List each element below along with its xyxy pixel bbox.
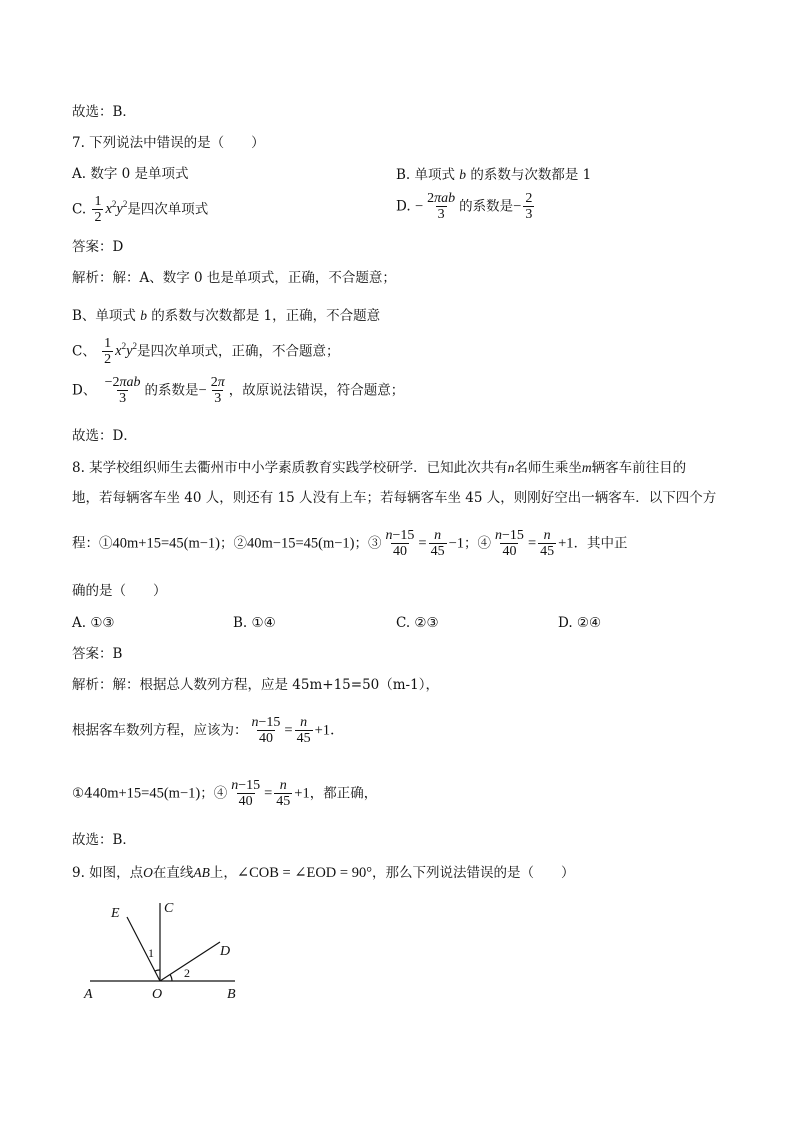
q7-analysis-a: 解析：解：A、数字 0 也是单项式，正确，不合题意； xyxy=(72,270,396,286)
q8-option-b: B. ①④ xyxy=(233,615,276,631)
q9-stem: 9. 如图，点O在直线AB上，∠COB = ∠EOD = 90°，那么下列说法错误的是（ ） xyxy=(72,865,575,881)
q7-analysis-c: C、 $\frac{1}{2}$ $x^2y^2$是四次单项式，正确，不合题意； xyxy=(72,336,340,368)
q8-stem-line2: 地，若每辆客车坐 40 人，则还有 15 人没有上车；若每辆客车坐 45 人，则刚好空出一辆客车．以下四个方 xyxy=(72,490,717,506)
q8-option-d: D. ②④ xyxy=(558,615,602,631)
q7-option-d: D. − $\frac{\text{2πab}}{3}$ 的系数是− $\frac{2}{3}$ xyxy=(396,191,533,223)
q8-stem-line3: 程：①40m+15=45(m−1)；②40m−15=45(m−1)；③ $\frac{n-15}{40}$ = $\frac{n}{45}$ −1；④ $\frac{n-15}{40}$ = $\frac{n}{45}$ +1．其中正 xyxy=(72,528,628,560)
q7-analysis-d: D、 $\frac{\text{−2πab}}{3}$ 的系数是− $\frac{2\pi}{3}$ ，故原说法错误，符合题意； xyxy=(72,375,405,407)
q7-option-b: B. 单项式 b 的系数与次数都是 1 xyxy=(396,167,592,183)
angle-1-arc xyxy=(155,970,160,971)
q8-answer: 答案：B xyxy=(72,646,123,662)
q8-analysis-equations: ①440m+15=45(m−1)；④ $\frac{n-15}{40}$ = $\frac{n}{45}$ +1，都正确， xyxy=(72,778,378,810)
q7-conclusion: 故选：D． xyxy=(72,428,137,444)
q8-stem-line4: 确的是（ ） xyxy=(72,583,167,599)
label-c: C xyxy=(164,901,174,916)
label-d: D xyxy=(220,944,231,959)
q7-stem: 7. 下列说法中错误的是（ ） xyxy=(72,135,265,151)
q8-analysis-total: 解析：解：根据总人数列方程，应是 45m+15=50（m-1）， xyxy=(72,677,439,693)
ray-oe xyxy=(127,917,160,981)
ray-od xyxy=(160,942,220,981)
angle-2-label: 2 xyxy=(184,966,190,980)
geometry-figure xyxy=(80,895,250,1005)
label-e: E xyxy=(111,906,120,921)
label-o: O xyxy=(152,987,163,1002)
angle-2-arc xyxy=(170,975,172,982)
q8-option-c: C. ②③ xyxy=(396,615,439,631)
q8-option-a: A. ①③ xyxy=(72,615,115,631)
q7-option-a: A. 数字 0 是单项式 xyxy=(72,166,189,182)
label-b: B xyxy=(227,987,236,1002)
q7-answer: 答案：D xyxy=(72,239,124,255)
q8-conclusion: 故选：B． xyxy=(72,832,136,848)
q7-analysis-b: B、单项式 b 的系数与次数都是 1，正确，不合题意 xyxy=(72,308,381,324)
q8-analysis-bus: 根据客车数列方程，应该为： $\frac{n-15}{40}$ = $\frac{n}{45}$ +1． xyxy=(72,715,345,747)
q8-stem-line1: 8. 某学校组织师生去衢州市中小学素质教育实践学校研学．已知此次共有n名师生乘坐m辆客车前往目的 xyxy=(72,460,687,476)
label-a: A xyxy=(84,987,93,1002)
q7-option-c: C. $\frac{1}{2}$ $x^2y^2$是四次单项式 xyxy=(72,194,209,226)
fraction-half: $\frac{1}{2}$ xyxy=(94,194,102,226)
q6-conclusion: 故选：B． xyxy=(72,104,136,120)
angle-1-label: 1 xyxy=(148,946,154,960)
